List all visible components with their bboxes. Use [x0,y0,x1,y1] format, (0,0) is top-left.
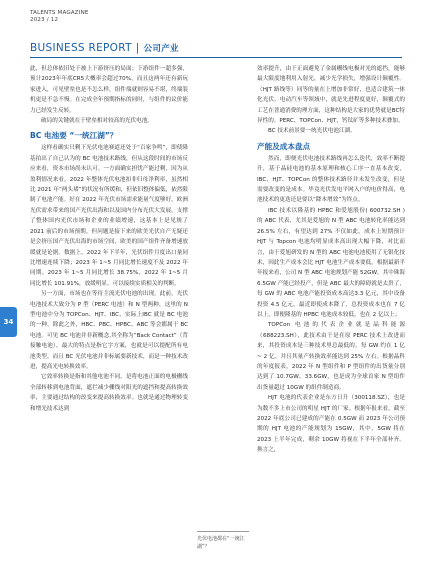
intro-paragraph: 破局的关键就在于壁垒相对较高的光伏电池。 [41,118,153,125]
sidenote-rule [197,531,249,532]
section-separator: | [135,42,140,54]
intro-paragraph: 此，但总体依旧处于被上下游挤压的局面；下游组件一超多强，预计2023年年底CR5大概率会超过70%，而且这两年还有新玩家进入，可见壁垒也是不怎么样，组件端就则容易不堪，终端装机更是不急不慢。在完成全年预期指标的同时，与组件的议价能力已经发生反转。 [30,66,188,114]
body-paragraph: 它效率转换是指和其他电池不同，是将电池正面的电极栅线全部转移到电池背面，遮拦减少栅线对阳光的遮挡和提高转换效率，主要通过结构的改变来提高转换效率。也就是通过物理转变和增光技术达到 [30,374,188,412]
header-rule [30,57,402,58]
masthead [30,10,89,24]
issue-date: 2023 / 12 [30,17,59,23]
left-column [30,64,188,414]
body-paragraph: TOPCon 电池的代表企业就是晶科能源（688223.SH），此技术由于是在原 PERC 技术上改进而来，其投资成本是三种技术里总最低的，每 GW 约在 1 亿 ~ 2 亿。并且其量产转换效率能达到 25% 左右。根据晶科的年度报表，2022 年 N 型组件和 P 型组件的出货量分别达到了 10.7GW、33.6GW，也是成为全球首家 N 型组件出货量超过 10GW 的组件制造商。 [257,322,405,391]
section-heading-bc: BC 电池要 “一统江湖”？ [30,131,118,141]
body-paragraph: 另一方面，市场也在等待主流光伏电池的出现。此前，光伏电池技术大致分为 P 型（PERC 电池）和 N 型两种，这里的 N 型电池中分为 TOPCon、HJT、IBC，实际上IBC 就是 BC 电池的一种，除此之外，HBC、PBC、HPBC、ABC 等会都属于 BC 电池。可见 BC 电池并非新概念,其全称为“Back Contact”（背接触电池），最大的特点是指它字方案，也就是可以提配所有电池类型。而且 BC 光伏电池并非标属要新技术，而是一种技术改进，提高光电转换效率。 [30,291,188,370]
body-paragraph: HJT 电池的代表企业是东方日升（300118.SZ），也是为数不多上市公司的明星 HJT 的厂家。根据年报来看，截至 2022 年底公司已建成的产能在 0.5GW 而 2023 年公司预期的 HJT 电池的产能规划为 15GW，其中，5GW 将在 2023 上半年完成，剩余 10GW 将视在下半年全部补齐。换言之， [257,395,405,454]
page-number: 34 [0,307,17,337]
body-paragraph: 然而，即便光伏电池技术路线再怎么迭代，效率不断提升，基于晶硅电池的基本原理和核心工序一直基本改变，IBC、HJT、TOPCon 的整体技术路径并未发生改变，但是需要改变的是成本。毕竟光伏发电平网入户的电价得高，电池技术的更迭还是要以“降本增效”为终点。 [257,155,405,204]
continuation-paragraph: BC 技术前景要一统光伏电池江湖。 [268,128,356,135]
section-heading-capacity: 产能及成本盘点 [257,141,311,151]
magazine-title: TALENTS MAGAZINE [30,10,89,16]
section-category: 公司产业 [143,44,179,54]
section-header [30,42,179,54]
sidenote-caption: 光伏电池都在“一统江湖”？ [197,536,245,550]
body-paragraph: 这样看确实只剩下光伏电池赛道还处于“百家争鸣”，即使隆基拍出了自己认为的 BC 电池技术路线，但从这段时间的市场反应来看，资本市场尚未认可。一方面确实担忧产能过剩，因为从盈利情况来看，2022 年整体光伏电池扣非归母净利率，虽然相比 2021 年“两头堵”的状况有所缓和，但依旧整体偏低，依然限制了电池产能。好在 2022 年光伏市场需求能量气度够好，欧洲光伏需求带来的国产光伏出海和以及国内分布光伏大发展，支撑了整体国内光伏市场和企业的业绩增速，这基本上是见规了 2021 前后的市场预期。但问题是接下来的欧美光伏自产无疑还是会挤压国产光伏出海的市场空间，欧美的国产组件齐备增速放缓就是论据。数据上，2022 年下半年，光伏组件月度出口量同比增速连续下降；2023 年 1~5 月同比增长速度不及 2022 年同期。2023 年 1~5 月同比增长 38.75%，2022 年 1~5 月同比增长 101.91%，放缓明显。可以接续实质相关的判断。 [30,145,188,287]
continuation-paragraph: 效率提升，由于正面避免了金属栅线电极对光的遮挡，能够最大限度地利用入射光，减少光学损失，增强设计颠覆性。（HJT 路线等）同等的量在上增加非常好，也适合建筑一体化光伏、电动汽车等领域中，就是先进程度更好，颠覆式的工艺在普通消费的理方面，这种结构是大家的优势就是BC特异性的。PERC、TOPCon、HJT，钙钛矿等多种技术叠加。 [257,66,405,125]
body-paragraph: IBC 技术以隆基的 HPBC 和爱旭股份( 600732.SH ) 的 ABC 代表，尤其是爱旭的 N 型 ABC 电池转化率能达到 26.5% 左右，有望达到 27% 不仅如此，成本上短期预计 HJT 与 Topcon 电池均明显成本高出现大幅下降，对比而言，由于爱旭研发的 N 型的 ABC 电池电池使用了无银化技术，因此生产成本会比 HJT 电池生产成本要低。根据最新半年报来看，公司 N 型 ABC 电池规划产能 52GW，其中珠海 6.5GW 产能已经投产，但是 ABC 最大的障碍就是太贵了，每 GW 的 ABC 电池产能投资成本高达3.3 亿元，其中设备投资 4.5 亿元，最近即使成本降了，总投资成本也在 7 亿以上，即便隆基的 HPBC 电池成本较低，也在 2 亿以上； [257,207,405,318]
right-column [257,64,405,456]
section-label: BUSINESS REPORT [30,42,132,54]
